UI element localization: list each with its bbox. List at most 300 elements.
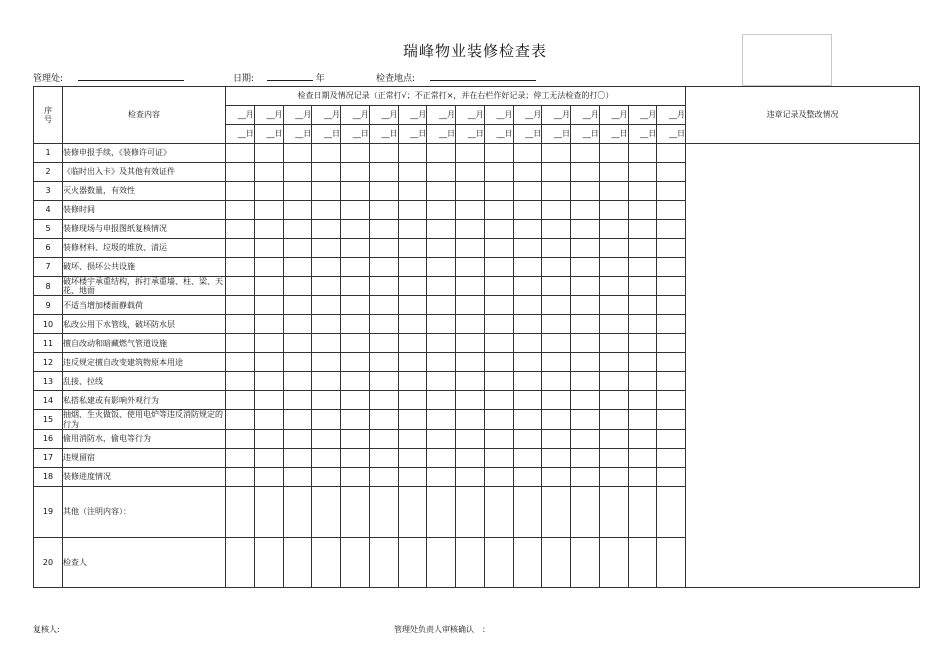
check-cell[interactable] bbox=[398, 334, 427, 353]
check-cell[interactable] bbox=[398, 410, 427, 429]
check-cell[interactable] bbox=[513, 537, 542, 587]
check-cell[interactable] bbox=[226, 201, 255, 220]
check-cell[interactable] bbox=[484, 239, 513, 258]
check-cell[interactable] bbox=[628, 353, 657, 372]
check-cell[interactable] bbox=[657, 410, 686, 429]
check-cell[interactable] bbox=[226, 537, 255, 587]
check-cell[interactable] bbox=[513, 182, 542, 201]
check-cell[interactable] bbox=[657, 201, 686, 220]
day-cell[interactable]: __日 bbox=[513, 125, 542, 144]
check-cell[interactable] bbox=[628, 537, 657, 587]
month-cell[interactable]: __月 bbox=[571, 106, 600, 125]
check-cell[interactable] bbox=[254, 410, 283, 429]
check-cell[interactable] bbox=[398, 448, 427, 467]
check-cell[interactable] bbox=[312, 220, 341, 239]
month-cell[interactable]: __月 bbox=[542, 106, 571, 125]
check-cell[interactable] bbox=[254, 353, 283, 372]
check-cell[interactable] bbox=[254, 296, 283, 315]
check-cell[interactable] bbox=[456, 429, 485, 448]
check-cell[interactable] bbox=[484, 486, 513, 537]
check-cell[interactable] bbox=[369, 220, 398, 239]
check-cell[interactable] bbox=[427, 429, 456, 448]
month-cell[interactable]: __月 bbox=[513, 106, 542, 125]
check-cell[interactable] bbox=[484, 315, 513, 334]
check-cell[interactable] bbox=[254, 277, 283, 296]
check-cell[interactable] bbox=[599, 334, 628, 353]
check-cell[interactable] bbox=[369, 144, 398, 163]
check-cell[interactable] bbox=[369, 537, 398, 587]
check-cell[interactable] bbox=[657, 144, 686, 163]
month-cell[interactable]: __月 bbox=[456, 106, 485, 125]
check-cell[interactable] bbox=[312, 258, 341, 277]
check-cell[interactable] bbox=[484, 182, 513, 201]
check-cell[interactable] bbox=[427, 315, 456, 334]
check-cell[interactable] bbox=[312, 315, 341, 334]
check-cell[interactable] bbox=[456, 258, 485, 277]
check-cell[interactable] bbox=[427, 537, 456, 587]
check-cell[interactable] bbox=[484, 144, 513, 163]
date-year-input-line[interactable] bbox=[267, 72, 313, 81]
check-cell[interactable] bbox=[571, 201, 600, 220]
check-cell[interactable] bbox=[628, 448, 657, 467]
check-cell[interactable] bbox=[312, 537, 341, 587]
check-cell[interactable] bbox=[599, 296, 628, 315]
check-cell[interactable] bbox=[226, 410, 255, 429]
check-cell[interactable] bbox=[283, 144, 312, 163]
check-cell[interactable] bbox=[398, 258, 427, 277]
check-cell[interactable] bbox=[456, 220, 485, 239]
check-cell[interactable] bbox=[628, 277, 657, 296]
check-cell[interactable] bbox=[427, 467, 456, 486]
check-cell[interactable] bbox=[628, 144, 657, 163]
check-cell[interactable] bbox=[542, 334, 571, 353]
check-cell[interactable] bbox=[628, 220, 657, 239]
check-cell[interactable] bbox=[571, 537, 600, 587]
check-cell[interactable] bbox=[628, 201, 657, 220]
check-cell[interactable] bbox=[542, 410, 571, 429]
check-cell[interactable] bbox=[456, 277, 485, 296]
check-cell[interactable] bbox=[513, 353, 542, 372]
check-cell[interactable] bbox=[599, 372, 628, 391]
check-cell[interactable] bbox=[571, 163, 600, 182]
check-cell[interactable] bbox=[456, 372, 485, 391]
day-cell[interactable]: __日 bbox=[599, 125, 628, 144]
check-cell[interactable] bbox=[341, 537, 370, 587]
check-cell[interactable] bbox=[226, 486, 255, 537]
check-cell[interactable] bbox=[341, 258, 370, 277]
month-cell[interactable]: __月 bbox=[369, 106, 398, 125]
check-cell[interactable] bbox=[226, 372, 255, 391]
check-cell[interactable] bbox=[254, 163, 283, 182]
check-cell[interactable] bbox=[542, 220, 571, 239]
check-cell[interactable] bbox=[427, 448, 456, 467]
check-cell[interactable] bbox=[456, 163, 485, 182]
check-cell[interactable] bbox=[542, 486, 571, 537]
check-cell[interactable] bbox=[456, 296, 485, 315]
check-cell[interactable] bbox=[657, 334, 686, 353]
day-cell[interactable]: __日 bbox=[312, 125, 341, 144]
check-cell[interactable] bbox=[571, 296, 600, 315]
check-cell[interactable] bbox=[657, 353, 686, 372]
check-cell[interactable] bbox=[456, 315, 485, 334]
check-cell[interactable] bbox=[657, 429, 686, 448]
check-cell[interactable] bbox=[283, 537, 312, 587]
check-cell[interactable] bbox=[571, 429, 600, 448]
check-cell[interactable] bbox=[513, 467, 542, 486]
check-cell[interactable] bbox=[341, 201, 370, 220]
check-cell[interactable] bbox=[599, 239, 628, 258]
check-cell[interactable] bbox=[599, 220, 628, 239]
check-cell[interactable] bbox=[571, 410, 600, 429]
check-cell[interactable] bbox=[542, 296, 571, 315]
check-cell[interactable] bbox=[254, 239, 283, 258]
check-cell[interactable] bbox=[456, 467, 485, 486]
check-cell[interactable] bbox=[628, 467, 657, 486]
check-cell[interactable] bbox=[226, 296, 255, 315]
check-cell[interactable] bbox=[254, 448, 283, 467]
check-cell[interactable] bbox=[341, 486, 370, 537]
day-cell[interactable]: __日 bbox=[254, 125, 283, 144]
check-cell[interactable] bbox=[398, 467, 427, 486]
check-cell[interactable] bbox=[427, 220, 456, 239]
check-cell[interactable] bbox=[657, 258, 686, 277]
check-cell[interactable] bbox=[542, 258, 571, 277]
check-cell[interactable] bbox=[341, 410, 370, 429]
check-cell[interactable] bbox=[226, 391, 255, 410]
check-cell[interactable] bbox=[369, 448, 398, 467]
check-cell[interactable] bbox=[513, 410, 542, 429]
check-cell[interactable] bbox=[599, 448, 628, 467]
check-cell[interactable] bbox=[341, 144, 370, 163]
check-cell[interactable] bbox=[398, 353, 427, 372]
check-cell[interactable] bbox=[427, 239, 456, 258]
check-cell[interactable] bbox=[369, 486, 398, 537]
check-cell[interactable] bbox=[456, 201, 485, 220]
check-cell[interactable] bbox=[312, 391, 341, 410]
check-cell[interactable] bbox=[283, 220, 312, 239]
check-cell[interactable] bbox=[283, 410, 312, 429]
check-cell[interactable] bbox=[398, 537, 427, 587]
check-cell[interactable] bbox=[427, 486, 456, 537]
check-cell[interactable] bbox=[456, 353, 485, 372]
check-cell[interactable] bbox=[427, 372, 456, 391]
month-cell[interactable]: __月 bbox=[226, 106, 255, 125]
month-cell[interactable]: __月 bbox=[341, 106, 370, 125]
check-cell[interactable] bbox=[657, 372, 686, 391]
check-cell[interactable] bbox=[226, 277, 255, 296]
check-cell[interactable] bbox=[254, 391, 283, 410]
month-cell[interactable]: __月 bbox=[427, 106, 456, 125]
check-cell[interactable] bbox=[254, 182, 283, 201]
month-cell[interactable]: __月 bbox=[254, 106, 283, 125]
day-cell[interactable]: __日 bbox=[484, 125, 513, 144]
check-cell[interactable] bbox=[226, 315, 255, 334]
check-cell[interactable] bbox=[599, 277, 628, 296]
day-cell[interactable]: __日 bbox=[657, 125, 686, 144]
month-cell[interactable]: __月 bbox=[599, 106, 628, 125]
check-cell[interactable] bbox=[254, 372, 283, 391]
check-cell[interactable] bbox=[571, 144, 600, 163]
check-cell[interactable] bbox=[369, 315, 398, 334]
check-cell[interactable] bbox=[628, 372, 657, 391]
check-cell[interactable] bbox=[599, 429, 628, 448]
check-cell[interactable] bbox=[226, 163, 255, 182]
check-cell[interactable] bbox=[456, 410, 485, 429]
check-cell[interactable] bbox=[312, 296, 341, 315]
check-cell[interactable] bbox=[456, 391, 485, 410]
check-cell[interactable] bbox=[312, 144, 341, 163]
check-cell[interactable] bbox=[427, 296, 456, 315]
check-cell[interactable] bbox=[657, 296, 686, 315]
check-cell[interactable] bbox=[599, 391, 628, 410]
check-cell[interactable] bbox=[312, 353, 341, 372]
check-cell[interactable] bbox=[341, 334, 370, 353]
check-cell[interactable] bbox=[283, 429, 312, 448]
check-cell[interactable] bbox=[456, 182, 485, 201]
check-cell[interactable] bbox=[484, 537, 513, 587]
check-cell[interactable] bbox=[398, 429, 427, 448]
check-cell[interactable] bbox=[226, 182, 255, 201]
check-cell[interactable] bbox=[657, 277, 686, 296]
check-cell[interactable] bbox=[657, 239, 686, 258]
check-cell[interactable] bbox=[628, 334, 657, 353]
check-cell[interactable] bbox=[226, 334, 255, 353]
check-cell[interactable] bbox=[312, 410, 341, 429]
check-cell[interactable] bbox=[427, 277, 456, 296]
check-cell[interactable] bbox=[542, 537, 571, 587]
check-cell[interactable] bbox=[513, 277, 542, 296]
check-cell[interactable] bbox=[571, 258, 600, 277]
check-cell[interactable] bbox=[657, 537, 686, 587]
check-cell[interactable] bbox=[254, 220, 283, 239]
check-cell[interactable] bbox=[369, 182, 398, 201]
check-cell[interactable] bbox=[427, 144, 456, 163]
check-cell[interactable] bbox=[599, 258, 628, 277]
check-cell[interactable] bbox=[628, 258, 657, 277]
check-cell[interactable] bbox=[254, 144, 283, 163]
day-cell[interactable]: __日 bbox=[542, 125, 571, 144]
check-cell[interactable] bbox=[657, 448, 686, 467]
check-cell[interactable] bbox=[312, 486, 341, 537]
check-cell[interactable] bbox=[283, 448, 312, 467]
month-cell[interactable]: __月 bbox=[398, 106, 427, 125]
check-cell[interactable] bbox=[542, 372, 571, 391]
check-cell[interactable] bbox=[571, 220, 600, 239]
check-cell[interactable] bbox=[283, 296, 312, 315]
check-cell[interactable] bbox=[254, 467, 283, 486]
check-cell[interactable] bbox=[628, 182, 657, 201]
check-cell[interactable] bbox=[484, 296, 513, 315]
check-cell[interactable] bbox=[542, 448, 571, 467]
check-cell[interactable] bbox=[427, 391, 456, 410]
check-cell[interactable] bbox=[341, 220, 370, 239]
check-cell[interactable] bbox=[542, 391, 571, 410]
check-cell[interactable] bbox=[254, 334, 283, 353]
check-cell[interactable] bbox=[513, 163, 542, 182]
check-cell[interactable] bbox=[571, 467, 600, 486]
check-cell[interactable] bbox=[599, 486, 628, 537]
check-cell[interactable] bbox=[226, 144, 255, 163]
check-cell[interactable] bbox=[456, 486, 485, 537]
check-cell[interactable] bbox=[542, 429, 571, 448]
day-cell[interactable]: __日 bbox=[341, 125, 370, 144]
check-cell[interactable] bbox=[341, 467, 370, 486]
check-cell[interactable] bbox=[628, 239, 657, 258]
check-cell[interactable] bbox=[542, 353, 571, 372]
check-cell[interactable] bbox=[427, 258, 456, 277]
check-cell[interactable] bbox=[628, 486, 657, 537]
check-cell[interactable] bbox=[542, 163, 571, 182]
check-cell[interactable] bbox=[369, 163, 398, 182]
check-cell[interactable] bbox=[513, 372, 542, 391]
day-cell[interactable]: __日 bbox=[398, 125, 427, 144]
check-cell[interactable] bbox=[628, 391, 657, 410]
check-cell[interactable] bbox=[341, 448, 370, 467]
check-cell[interactable] bbox=[456, 537, 485, 587]
check-cell[interactable] bbox=[657, 220, 686, 239]
check-cell[interactable] bbox=[283, 277, 312, 296]
check-cell[interactable] bbox=[283, 201, 312, 220]
check-cell[interactable] bbox=[484, 467, 513, 486]
check-cell[interactable] bbox=[484, 258, 513, 277]
check-cell[interactable] bbox=[398, 391, 427, 410]
check-cell[interactable] bbox=[226, 239, 255, 258]
check-cell[interactable] bbox=[398, 315, 427, 334]
check-cell[interactable] bbox=[398, 182, 427, 201]
month-cell[interactable]: __月 bbox=[283, 106, 312, 125]
check-cell[interactable] bbox=[341, 182, 370, 201]
check-cell[interactable] bbox=[542, 315, 571, 334]
check-cell[interactable] bbox=[513, 315, 542, 334]
check-cell[interactable] bbox=[657, 486, 686, 537]
check-cell[interactable] bbox=[628, 410, 657, 429]
check-cell[interactable] bbox=[312, 334, 341, 353]
check-cell[interactable] bbox=[369, 334, 398, 353]
check-cell[interactable] bbox=[341, 391, 370, 410]
check-cell[interactable] bbox=[513, 391, 542, 410]
check-cell[interactable] bbox=[398, 486, 427, 537]
check-cell[interactable] bbox=[628, 163, 657, 182]
check-cell[interactable] bbox=[599, 467, 628, 486]
check-cell[interactable] bbox=[427, 201, 456, 220]
check-cell[interactable] bbox=[341, 315, 370, 334]
check-cell[interactable] bbox=[283, 258, 312, 277]
check-cell[interactable] bbox=[283, 353, 312, 372]
month-cell[interactable]: __月 bbox=[484, 106, 513, 125]
check-cell[interactable] bbox=[484, 277, 513, 296]
check-cell[interactable] bbox=[254, 315, 283, 334]
check-cell[interactable] bbox=[254, 201, 283, 220]
violation-record-cell[interactable] bbox=[686, 144, 920, 588]
check-cell[interactable] bbox=[484, 391, 513, 410]
check-cell[interactable] bbox=[226, 220, 255, 239]
check-cell[interactable] bbox=[513, 486, 542, 537]
check-cell[interactable] bbox=[599, 144, 628, 163]
check-cell[interactable] bbox=[657, 391, 686, 410]
check-cell[interactable] bbox=[427, 410, 456, 429]
check-cell[interactable] bbox=[226, 258, 255, 277]
check-cell[interactable] bbox=[628, 315, 657, 334]
check-cell[interactable] bbox=[571, 277, 600, 296]
check-cell[interactable] bbox=[599, 182, 628, 201]
check-cell[interactable] bbox=[427, 182, 456, 201]
check-cell[interactable] bbox=[369, 353, 398, 372]
check-cell[interactable] bbox=[599, 315, 628, 334]
check-cell[interactable] bbox=[571, 353, 600, 372]
check-cell[interactable] bbox=[456, 239, 485, 258]
check-cell[interactable] bbox=[312, 277, 341, 296]
check-cell[interactable] bbox=[657, 467, 686, 486]
check-cell[interactable] bbox=[398, 163, 427, 182]
check-cell[interactable] bbox=[312, 239, 341, 258]
check-cell[interactable] bbox=[283, 315, 312, 334]
check-cell[interactable] bbox=[542, 277, 571, 296]
check-cell[interactable] bbox=[312, 372, 341, 391]
check-cell[interactable] bbox=[599, 353, 628, 372]
check-cell[interactable] bbox=[599, 163, 628, 182]
check-cell[interactable] bbox=[341, 163, 370, 182]
check-cell[interactable] bbox=[599, 537, 628, 587]
check-cell[interactable] bbox=[341, 353, 370, 372]
check-cell[interactable] bbox=[312, 467, 341, 486]
check-cell[interactable] bbox=[513, 448, 542, 467]
check-cell[interactable] bbox=[254, 258, 283, 277]
check-cell[interactable] bbox=[542, 144, 571, 163]
day-cell[interactable]: __日 bbox=[427, 125, 456, 144]
check-cell[interactable] bbox=[657, 315, 686, 334]
check-cell[interactable] bbox=[513, 144, 542, 163]
check-cell[interactable] bbox=[542, 182, 571, 201]
check-cell[interactable] bbox=[312, 448, 341, 467]
check-cell[interactable] bbox=[398, 372, 427, 391]
management-input-line[interactable] bbox=[78, 72, 184, 81]
check-cell[interactable] bbox=[657, 182, 686, 201]
check-cell[interactable] bbox=[657, 163, 686, 182]
check-cell[interactable] bbox=[484, 448, 513, 467]
check-cell[interactable] bbox=[283, 486, 312, 537]
check-cell[interactable] bbox=[312, 429, 341, 448]
check-cell[interactable] bbox=[341, 239, 370, 258]
check-cell[interactable] bbox=[369, 372, 398, 391]
check-cell[interactable] bbox=[628, 429, 657, 448]
check-cell[interactable] bbox=[254, 429, 283, 448]
check-cell[interactable] bbox=[341, 372, 370, 391]
check-cell[interactable] bbox=[283, 163, 312, 182]
check-cell[interactable] bbox=[513, 220, 542, 239]
location-input-line[interactable] bbox=[430, 72, 536, 81]
check-cell[interactable] bbox=[283, 372, 312, 391]
check-cell[interactable] bbox=[283, 334, 312, 353]
check-cell[interactable] bbox=[571, 372, 600, 391]
check-cell[interactable] bbox=[369, 391, 398, 410]
check-cell[interactable] bbox=[369, 258, 398, 277]
check-cell[interactable] bbox=[484, 429, 513, 448]
check-cell[interactable] bbox=[542, 467, 571, 486]
check-cell[interactable] bbox=[484, 334, 513, 353]
check-cell[interactable] bbox=[283, 391, 312, 410]
check-cell[interactable] bbox=[484, 372, 513, 391]
day-cell[interactable]: __日 bbox=[456, 125, 485, 144]
check-cell[interactable] bbox=[513, 296, 542, 315]
check-cell[interactable] bbox=[369, 467, 398, 486]
check-cell[interactable] bbox=[398, 144, 427, 163]
day-cell[interactable]: __日 bbox=[628, 125, 657, 144]
check-cell[interactable] bbox=[226, 448, 255, 467]
check-cell[interactable] bbox=[254, 486, 283, 537]
check-cell[interactable] bbox=[254, 537, 283, 587]
day-cell[interactable]: __日 bbox=[369, 125, 398, 144]
check-cell[interactable] bbox=[513, 429, 542, 448]
